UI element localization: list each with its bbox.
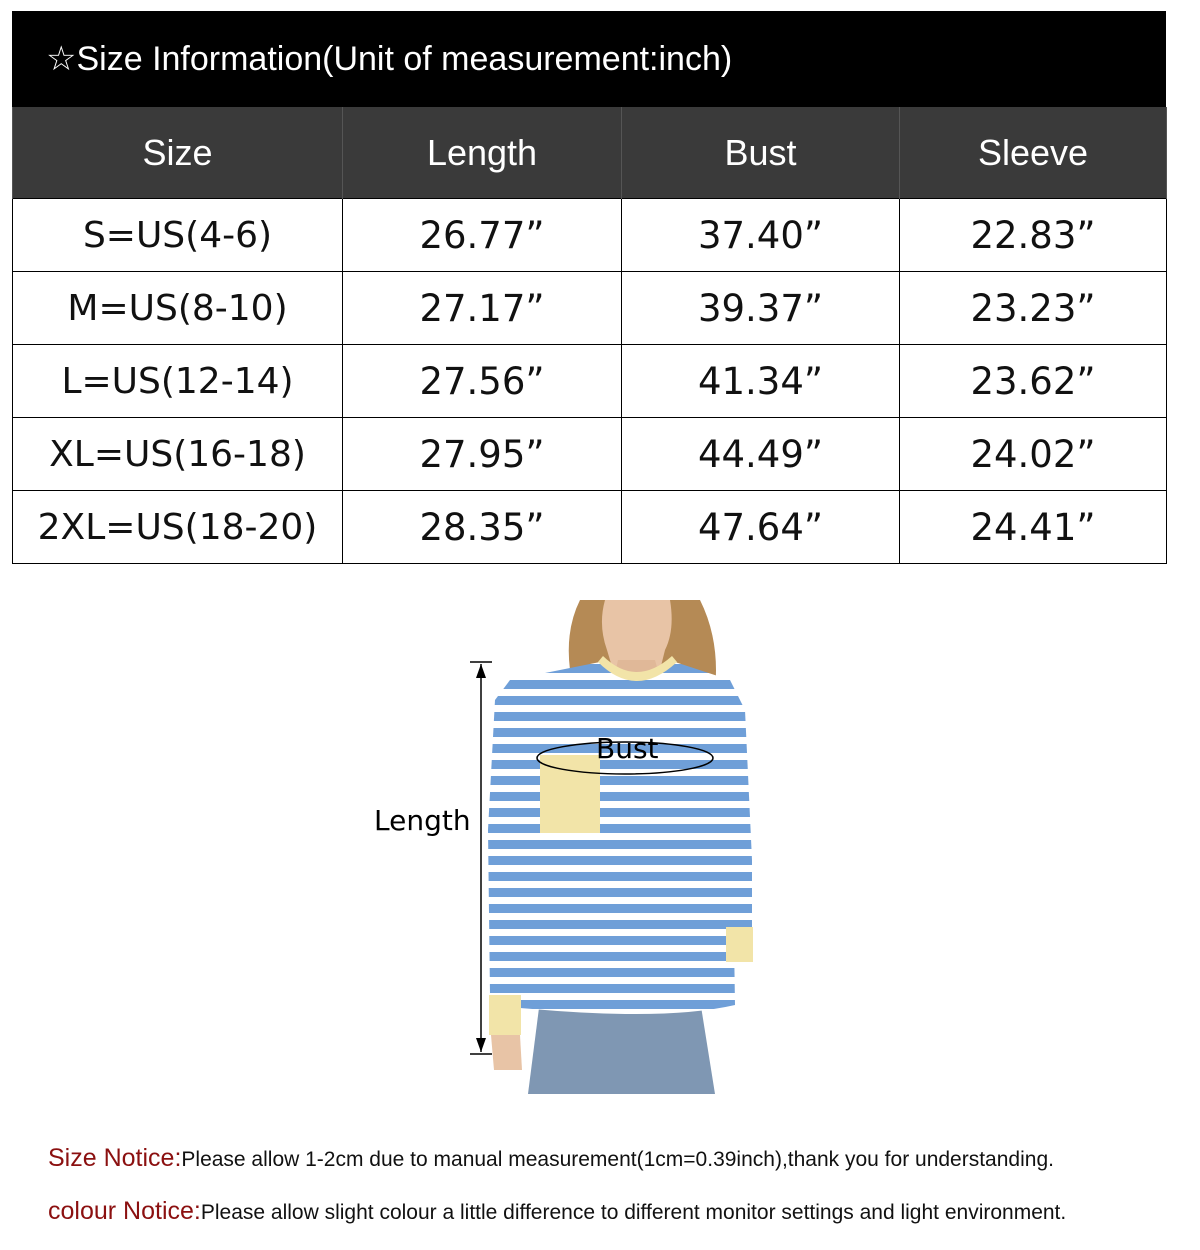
table-row [13,345,1167,418]
size-notice-lead: Size Notice: [48,1144,182,1172]
header-bust: Bust [622,107,900,199]
sleeve-cell: 24.41” [900,491,1167,564]
bust-cell: 39.37” [622,272,900,345]
sleeve-cell: 23.62” [900,345,1167,418]
model-photo [480,600,790,1094]
header-sleeve: Sleeve [900,107,1167,199]
bust-cell: 41.34” [622,345,900,418]
size-cell: XL=US(16-18) [13,418,343,491]
striped-shirt [510,662,735,1014]
right-cuff [726,927,753,962]
bust-cell: 37.40” [622,199,900,272]
bust-cell: 44.49” [622,418,900,491]
table-row [13,272,1167,345]
length-cell: 27.17” [343,272,622,345]
sleeve-cell: 22.83” [900,199,1167,272]
length-cell: 28.35” [343,491,622,564]
size-cell: S=US(4-6) [13,199,343,272]
table-header-row [13,107,1167,199]
size-notice [48,1144,1054,1173]
length-cell: 27.95” [343,418,622,491]
length-cell: 27.56” [343,345,622,418]
size-chart-table [12,107,1167,564]
model-illustration [370,600,790,1094]
sleeve-cell: 23.23” [900,272,1167,345]
bust-label: Bust [596,732,659,765]
bust-cell: 47.64” [622,491,900,564]
left-cuff [489,995,521,1035]
size-information-title: ☆Size Information(Unit of measurement:inch) [12,11,1166,107]
length-label: Length [374,804,471,837]
header-size: Size [13,107,343,199]
size-notice-text: Please allow 1-2cm due to manual measurement(1cm=0.39inch),thank you for understanding. [181,1148,1054,1171]
jeans [528,1000,715,1094]
colour-notice-text: Please allow slight colour a little difference to different monitor settings and light environment. [200,1201,1067,1224]
table-row [13,491,1167,564]
garment-measurement-figure [370,600,790,1094]
length-cell: 26.77” [343,199,622,272]
sleeve-cell: 24.02” [900,418,1167,491]
size-cell: M=US(8-10) [13,272,343,345]
colour-notice [48,1197,1066,1226]
size-cell: L=US(12-14) [13,345,343,418]
table-row [13,418,1167,491]
table-row [13,199,1167,272]
colour-notice-lead: colour Notice: [48,1197,201,1225]
size-cell: 2XL=US(18-20) [13,491,343,564]
header-length: Length [343,107,622,199]
